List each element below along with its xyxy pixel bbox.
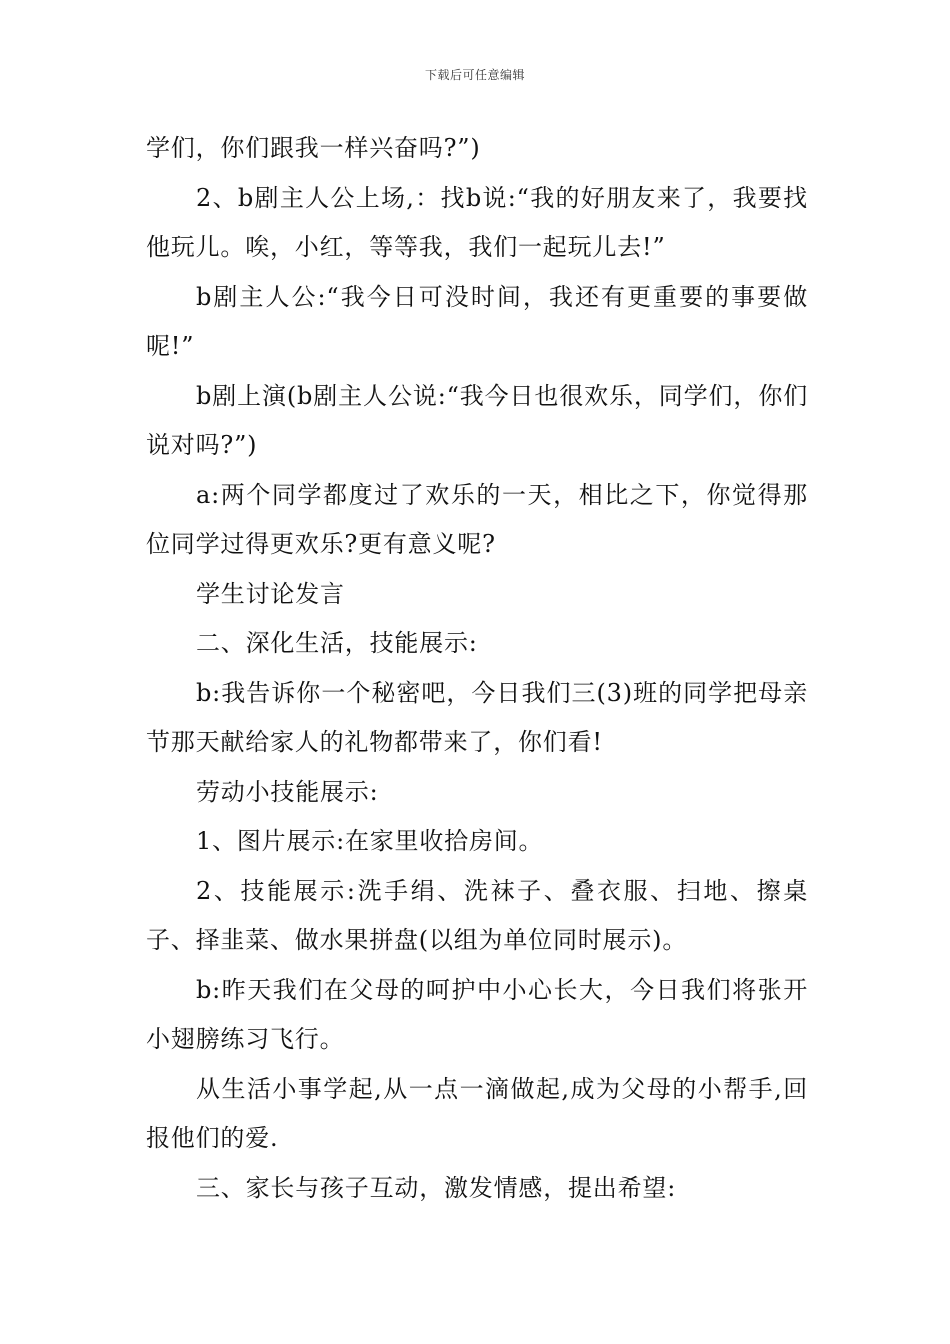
document-body bbox=[146, 124, 808, 1213]
paragraph-b-protagonist-reply: b剧主人公:“我今日可没时间，我还有更重要的事要做呢!” bbox=[146, 282, 808, 360]
paragraph-b-protagonist-enters: 2、b剧主人公上场,：找b说:“我的好朋友来了，我要找他玩儿。唉，小红，等等我，我们一起玩儿去!” bbox=[146, 183, 808, 261]
section-heading-3: 三、家长与孩子互动，激发情感，提出希望: bbox=[196, 1173, 677, 1202]
paragraph-student-discussion: 学生讨论发言 bbox=[196, 579, 345, 608]
paragraph-b-play-performed: b剧上演(b剧主人公说:“我今日也很欢乐，同学们，你们说对吗?”) bbox=[146, 381, 808, 459]
paragraph-continuation: 学们，你们跟我一样兴奋吗?”) bbox=[146, 134, 481, 162]
paragraph-picture-show: 1、图片展示:在家里收拾房间。 bbox=[196, 827, 544, 855]
page-header: 下载后可任意编辑 bbox=[424, 68, 525, 82]
paragraph-a-question: a:两个同学都度过了欢乐的一天，相比之下，你觉得那位同学过得更欢乐?更有意义呢? bbox=[146, 480, 808, 558]
paragraph-skill-demo: 2、技能展示:洗手绢、洗袜子、叠衣服、扫地、擦桌子、择韭菜、做水果拼盘(以组为单位同时展示)。 bbox=[146, 876, 808, 954]
paragraph-skill-show-title: 劳动小技能展示: bbox=[196, 777, 379, 806]
paragraph-b-secret: b:我告诉你一个秘密吧，今日我们三(3)班的同学把母亲节那天献给家人的礼物都带来了，你们看! bbox=[146, 678, 808, 756]
section-heading-2: 二、深化生活，技能展示: bbox=[196, 629, 478, 657]
paragraph-b-wings: b:昨天我们在父母的呵护中小心长大，今日我们将张开小翅膀练习飞行。 bbox=[146, 975, 808, 1053]
paragraph-small-things: 从生活小事学起,从一点一滴做起,成为父母的小帮手,回报他们的爱. bbox=[146, 1074, 808, 1152]
